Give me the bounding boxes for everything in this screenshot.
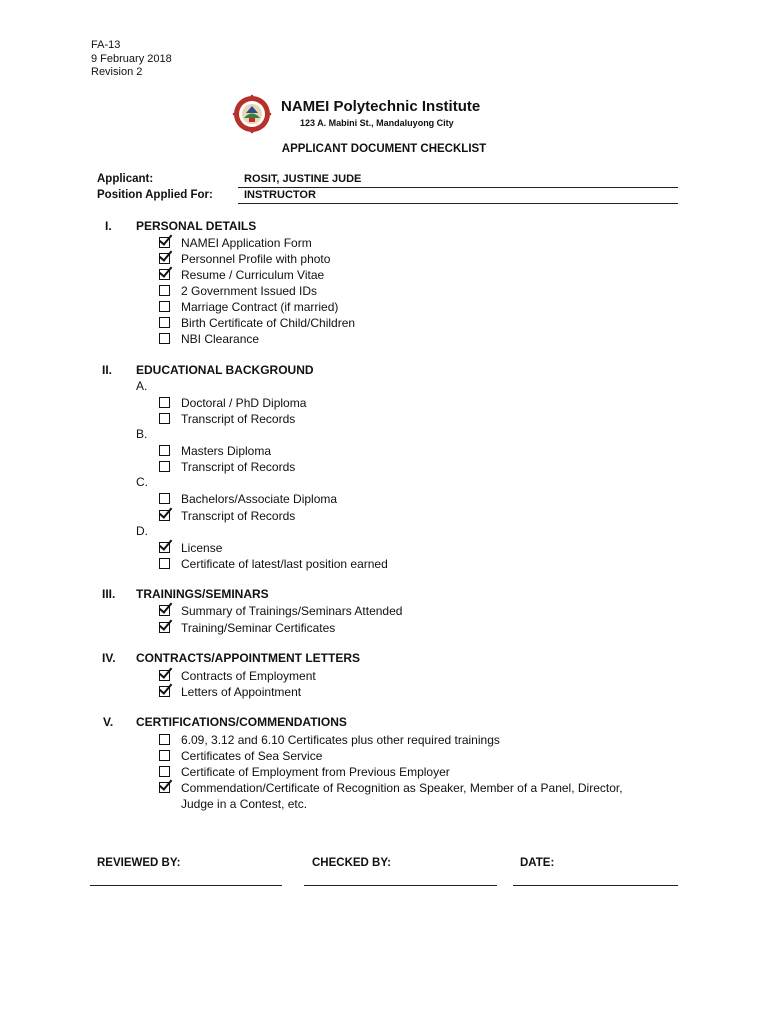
checklist-item[interactable] xyxy=(159,315,355,331)
section-title: EDUCATIONAL BACKGROUND xyxy=(136,363,314,377)
position-underline xyxy=(238,203,678,204)
checklist-item-label: Personnel Profile with photo xyxy=(181,252,331,266)
institution-logo-icon xyxy=(232,93,272,135)
checklist-item-label: Certificates of Sea Service xyxy=(181,749,323,763)
applicant-label: Applicant: xyxy=(97,173,154,185)
checkbox[interactable] xyxy=(159,782,170,793)
checklist-item[interactable] xyxy=(159,395,306,411)
checklist-item[interactable] xyxy=(159,668,316,684)
checklist-item-label: Transcript of Records xyxy=(181,509,296,523)
checklist-item-label: Summary of Trainings/Seminars Attended xyxy=(181,604,403,618)
checkbox[interactable] xyxy=(159,461,170,472)
form-revision: Revision 2 xyxy=(91,66,143,78)
checklist-item[interactable] xyxy=(159,283,317,299)
checklist-item[interactable] xyxy=(159,508,295,524)
position-label: Position Applied For: xyxy=(97,189,213,201)
section-title: TRAININGS/SEMINARS xyxy=(136,587,269,601)
checklist-item-label: 2 Government Issued IDs xyxy=(181,284,318,298)
form-code: FA-13 xyxy=(91,39,121,51)
checkbox[interactable] xyxy=(159,269,170,280)
section-title: PERSONAL DETAILS xyxy=(136,219,257,233)
subsection-letter: C. xyxy=(136,475,148,489)
checklist-item-label: Transcript of Records xyxy=(181,460,296,474)
checkbox[interactable] xyxy=(159,445,170,456)
checkbox[interactable] xyxy=(159,734,170,745)
checklist-item-label: Certificate of Employment from Previous Employer xyxy=(181,765,450,779)
checked-by-label: CHECKED BY: xyxy=(312,857,392,869)
checklist-item[interactable] xyxy=(159,732,500,748)
checklist-item[interactable] xyxy=(159,267,324,283)
checked-by-signature-line[interactable] xyxy=(304,885,497,886)
checkbox[interactable] xyxy=(159,766,170,777)
subsection-letter: B. xyxy=(136,427,148,441)
section-number: IV. xyxy=(102,651,116,665)
checklist-item-label: Bachelors/Associate Diploma xyxy=(181,492,338,506)
section-number: V. xyxy=(103,715,114,729)
date-label: DATE: xyxy=(520,857,555,869)
checklist-item-label: Birth Certificate of Child/Children xyxy=(181,316,356,330)
section-number: III. xyxy=(102,587,116,601)
position-value: INSTRUCTOR xyxy=(244,189,316,201)
reviewed-by-label: REVIEWED BY: xyxy=(97,857,181,869)
checklist-item-label: Transcript of Records xyxy=(181,412,296,426)
form-date: 9 February 2018 xyxy=(91,53,172,65)
section-title: CONTRACTS/APPOINTMENT LETTERS xyxy=(136,651,360,665)
checklist-item[interactable] xyxy=(159,299,338,315)
checklist-item[interactable] xyxy=(159,620,335,636)
subsection-letter: A. xyxy=(136,379,148,393)
checklist-item[interactable] xyxy=(159,748,322,764)
checklist-item[interactable] xyxy=(159,780,651,812)
section-number: II. xyxy=(102,363,113,377)
checkbox[interactable] xyxy=(159,237,170,248)
checkbox[interactable] xyxy=(159,285,170,296)
checkbox[interactable] xyxy=(159,605,170,616)
checklist-item-label: Masters Diploma xyxy=(181,444,272,458)
checklist-item[interactable] xyxy=(159,443,271,459)
checklist-item-label: NAMEI Application Form xyxy=(181,236,312,250)
checkbox[interactable] xyxy=(159,493,170,504)
checkbox[interactable] xyxy=(159,301,170,312)
checkbox[interactable] xyxy=(159,750,170,761)
checklist-item-label: Training/Seminar Certificates xyxy=(181,621,336,635)
checklist-item[interactable] xyxy=(159,540,222,556)
checklist-item-label: Doctoral / PhD Diploma xyxy=(181,396,307,410)
applicant-value: ROSIT, JUSTINE JUDE xyxy=(244,173,362,185)
date-signature-line[interactable] xyxy=(513,885,678,886)
checklist-item[interactable] xyxy=(159,459,295,475)
checkbox[interactable] xyxy=(159,333,170,344)
checklist-item[interactable] xyxy=(159,556,388,572)
checkbox[interactable] xyxy=(159,253,170,264)
institution-address: 123 A. Mabini St., Mandaluyong City xyxy=(300,118,454,128)
checklist-item-label: Contracts of Employment xyxy=(181,669,316,683)
checkbox[interactable] xyxy=(159,413,170,424)
checklist-item-label: Resume / Curriculum Vitae xyxy=(181,268,325,282)
checkbox[interactable] xyxy=(159,622,170,633)
checkbox[interactable] xyxy=(159,670,170,681)
page-title: APPLICANT DOCUMENT CHECKLIST xyxy=(281,143,487,155)
checkbox[interactable] xyxy=(159,558,170,569)
checkbox[interactable] xyxy=(159,397,170,408)
section-title: CERTIFICATIONS/COMMENDATIONS xyxy=(136,715,347,729)
checklist-item[interactable] xyxy=(159,491,337,507)
checklist-item-label: Commendation/Certificate of Recognition as Speaker, Member of a Panel, Director, Judge in a Contest, etc. xyxy=(181,781,623,811)
checklist-item-label: License xyxy=(181,541,223,555)
checkbox[interactable] xyxy=(159,542,170,553)
checklist-item-label: Letters of Appointment xyxy=(181,685,302,699)
reviewed-by-signature-line[interactable] xyxy=(90,885,282,886)
checklist-item-label: 6.09, 3.12 and 6.10 Certificates plus other required trainings xyxy=(181,733,500,747)
checklist-item[interactable] xyxy=(159,411,295,427)
checklist-item[interactable] xyxy=(159,764,450,780)
applicant-underline xyxy=(238,187,678,188)
checklist-item-label: NBI Clearance xyxy=(181,332,260,346)
checkbox[interactable] xyxy=(159,510,170,521)
subsection-letter: D. xyxy=(136,524,148,538)
checklist-item-label: Certificate of latest/last position earned xyxy=(181,557,388,571)
checklist-item-label: Marriage Contract (if married) xyxy=(181,300,339,314)
checklist-item[interactable] xyxy=(159,603,402,619)
checklist-item[interactable] xyxy=(159,251,330,267)
checklist-item[interactable] xyxy=(159,235,312,251)
checklist-item[interactable] xyxy=(159,684,301,700)
checklist-item[interactable] xyxy=(159,331,259,347)
checkbox[interactable] xyxy=(159,686,170,697)
checkbox[interactable] xyxy=(159,317,170,328)
institution-name: NAMEI Polytechnic Institute xyxy=(281,98,481,115)
section-number: I. xyxy=(105,219,112,233)
